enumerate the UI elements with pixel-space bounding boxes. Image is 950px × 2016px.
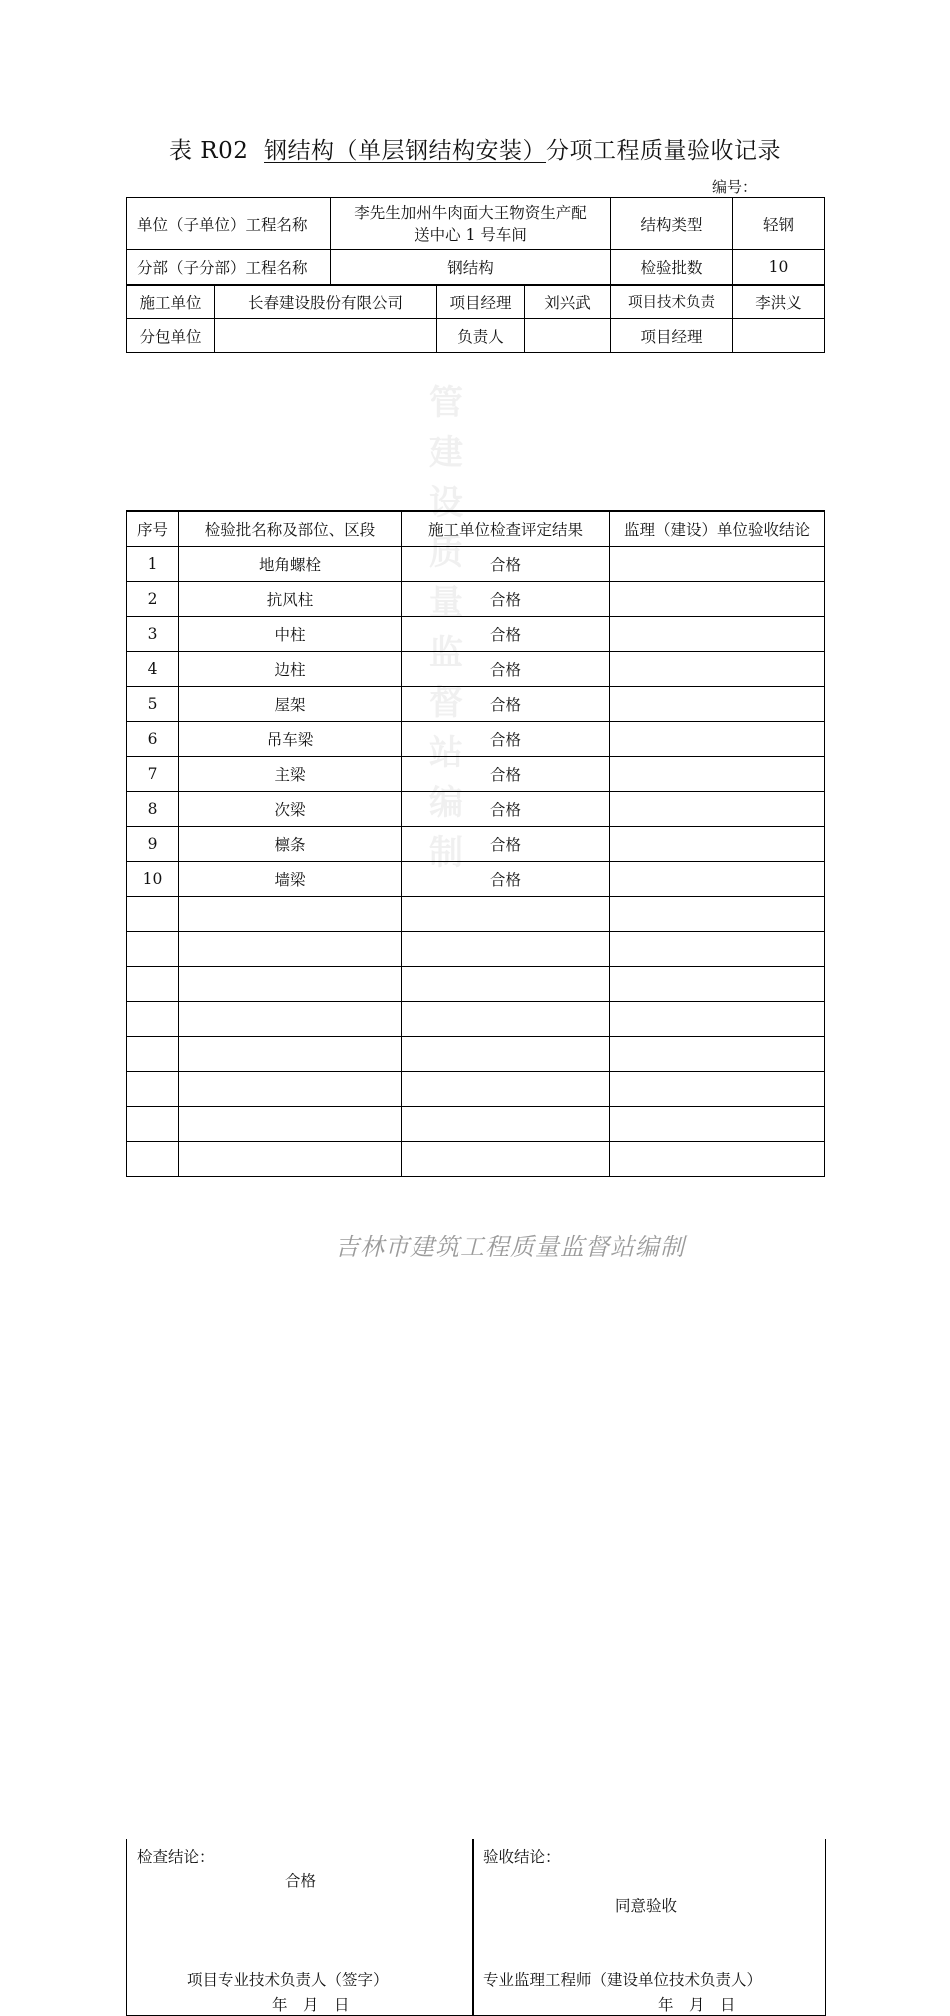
row-no: 3 (127, 617, 179, 652)
table-row (127, 862, 825, 897)
row-name: 抗风柱 (179, 582, 402, 617)
table-row (127, 1037, 825, 1072)
row-conclusion (610, 897, 825, 932)
row-no: 10 (127, 862, 179, 897)
row-result: 合格 (402, 547, 610, 582)
conclusion-divider (472, 1839, 474, 2015)
accept-conclusion-label: 验收结论： (483, 1848, 561, 1866)
row-conclusion (610, 1107, 825, 1142)
row-name: 地角螺栓 (179, 547, 402, 582)
table-row (127, 617, 825, 652)
row-conclusion (610, 1142, 825, 1177)
row-result (402, 1037, 610, 1072)
form-title-underlined: 钢结构（单层钢结构安装） (264, 138, 547, 164)
row-result (402, 1107, 610, 1142)
row-result: 合格 (402, 792, 610, 827)
table-row (127, 932, 825, 967)
check-date-label: 年 月 日 (272, 1996, 350, 2014)
row-conclusion (610, 967, 825, 1002)
table-row (127, 792, 825, 827)
table-row (127, 547, 825, 582)
row-no (127, 1107, 179, 1142)
accept-signer-label: 专业监理工程师（建设单位技术负责人） (483, 1971, 763, 1989)
row-no (127, 1037, 179, 1072)
sub-pm-value (733, 319, 825, 353)
sub-responsible-value (525, 319, 611, 353)
row-conclusion (610, 582, 825, 617)
form-title-suffix: 分项工程质量验收记录 (546, 138, 782, 164)
row-name (179, 967, 402, 1002)
row-name (179, 932, 402, 967)
check-conclusion-label: 检查结论： (137, 1848, 215, 1866)
batch-count-label: 检验批数 (611, 250, 733, 285)
tech-lead-label: 项目技术负责 (611, 285, 733, 319)
row-name: 边柱 (179, 652, 402, 687)
col-header-name: 检验批名称及部位、区段 (179, 511, 402, 547)
row-result (402, 1002, 610, 1037)
unit-project-value (331, 198, 611, 250)
row-name (179, 1072, 402, 1107)
batch-count-value: 10 (733, 250, 825, 285)
row-result: 合格 (402, 617, 610, 652)
row-name: 屋架 (179, 687, 402, 722)
table-row (127, 1002, 825, 1037)
row-conclusion (610, 687, 825, 722)
row-result (402, 897, 610, 932)
table-row (127, 967, 825, 1002)
row-result: 合格 (402, 582, 610, 617)
row-result: 合格 (402, 652, 610, 687)
row-no (127, 967, 179, 1002)
col-header-conclusion: 监理（建设）单位验收结论 (610, 511, 825, 547)
table-row (127, 652, 825, 687)
row-no (127, 1072, 179, 1107)
row-conclusion (610, 757, 825, 792)
tech-lead-value: 李洪义 (733, 285, 825, 319)
row-result: 合格 (402, 827, 610, 862)
row-no: 1 (127, 547, 179, 582)
col-header-no: 序号 (127, 511, 179, 547)
row-conclusion (610, 722, 825, 757)
table-row (127, 897, 825, 932)
row-no: 2 (127, 582, 179, 617)
row-no: 4 (127, 652, 179, 687)
row-conclusion (610, 652, 825, 687)
row-conclusion (610, 1002, 825, 1037)
header-info-table (126, 197, 825, 353)
row-conclusion (610, 617, 825, 652)
col-header-result: 施工单位检查评定结果 (402, 511, 610, 547)
row-conclusion (610, 862, 825, 897)
form-title (0, 132, 950, 165)
unit-project-value-line1: 李先生加州牛肉面大王物资生产配 (354, 203, 587, 222)
row-no (127, 1142, 179, 1177)
unit-project-value-line2: 送中心 1 号车间 (414, 225, 527, 244)
row-name (179, 1107, 402, 1142)
row-name: 吊车梁 (179, 722, 402, 757)
watermark: 管 建 设 质 量 监 督 站 编 制 (429, 383, 463, 873)
table-row (127, 827, 825, 862)
check-signer-label: 项目专业技术负责人（签字） (187, 1971, 389, 1989)
row-result: 合格 (402, 722, 610, 757)
row-result: 合格 (402, 757, 610, 792)
table-row (127, 1072, 825, 1107)
table-row (127, 1107, 825, 1142)
conclusion-section (126, 1839, 826, 2016)
row-no: 7 (127, 757, 179, 792)
issuer-signature: 吉林市建筑工程质量监督站编制 (335, 1233, 685, 1261)
row-conclusion (610, 547, 825, 582)
row-result (402, 1072, 610, 1107)
table-row (127, 722, 825, 757)
row-result (402, 932, 610, 967)
row-result (402, 967, 610, 1002)
structure-type-label: 结构类型 (611, 198, 733, 250)
row-name (179, 897, 402, 932)
row-name (179, 1002, 402, 1037)
table-row (127, 757, 825, 792)
accept-date-label: 年 月 日 (658, 1996, 736, 2014)
pm-label: 项目经理 (437, 285, 525, 319)
row-no: 8 (127, 792, 179, 827)
unit-project-label: 单位（子单位）工程名称 (127, 198, 331, 250)
row-no (127, 897, 179, 932)
row-name (179, 1037, 402, 1072)
row-name: 墙梁 (179, 862, 402, 897)
row-conclusion (610, 792, 825, 827)
row-conclusion (610, 1037, 825, 1072)
table-row (127, 1142, 825, 1177)
row-result (402, 1142, 610, 1177)
subcontractor-label: 分包单位 (127, 319, 215, 353)
row-name: 中柱 (179, 617, 402, 652)
accept-conclusion-value: 同意验收 (615, 1897, 678, 1915)
row-result: 合格 (402, 687, 610, 722)
row-result: 合格 (402, 862, 610, 897)
row-no (127, 1002, 179, 1037)
row-name: 主梁 (179, 757, 402, 792)
row-no: 6 (127, 722, 179, 757)
serial-number-label: 编号： (712, 178, 758, 196)
constructor-label: 施工单位 (127, 285, 215, 319)
row-name (179, 1142, 402, 1177)
row-conclusion (610, 1072, 825, 1107)
row-no: 5 (127, 687, 179, 722)
form-code: 表 R02 (168, 138, 249, 164)
subcontractor-value (215, 319, 437, 353)
table-row (127, 582, 825, 617)
sub-project-label: 分部（子分部）工程名称 (127, 250, 331, 285)
check-conclusion-value: 合格 (285, 1872, 317, 1890)
row-name: 檩条 (179, 827, 402, 862)
row-conclusion (610, 932, 825, 967)
inspection-batch-table (126, 510, 825, 1177)
constructor-value: 长春建设股份有限公司 (215, 285, 437, 319)
sub-pm-label: 项目经理 (611, 319, 733, 353)
row-no (127, 932, 179, 967)
row-no: 9 (127, 827, 179, 862)
sub-responsible-label: 负责人 (437, 319, 525, 353)
row-name: 次梁 (179, 792, 402, 827)
pm-value: 刘兴武 (525, 285, 611, 319)
table-row (127, 687, 825, 722)
structure-type-value: 轻钢 (733, 198, 825, 250)
row-conclusion (610, 827, 825, 862)
sub-project-value: 钢结构 (331, 250, 611, 285)
